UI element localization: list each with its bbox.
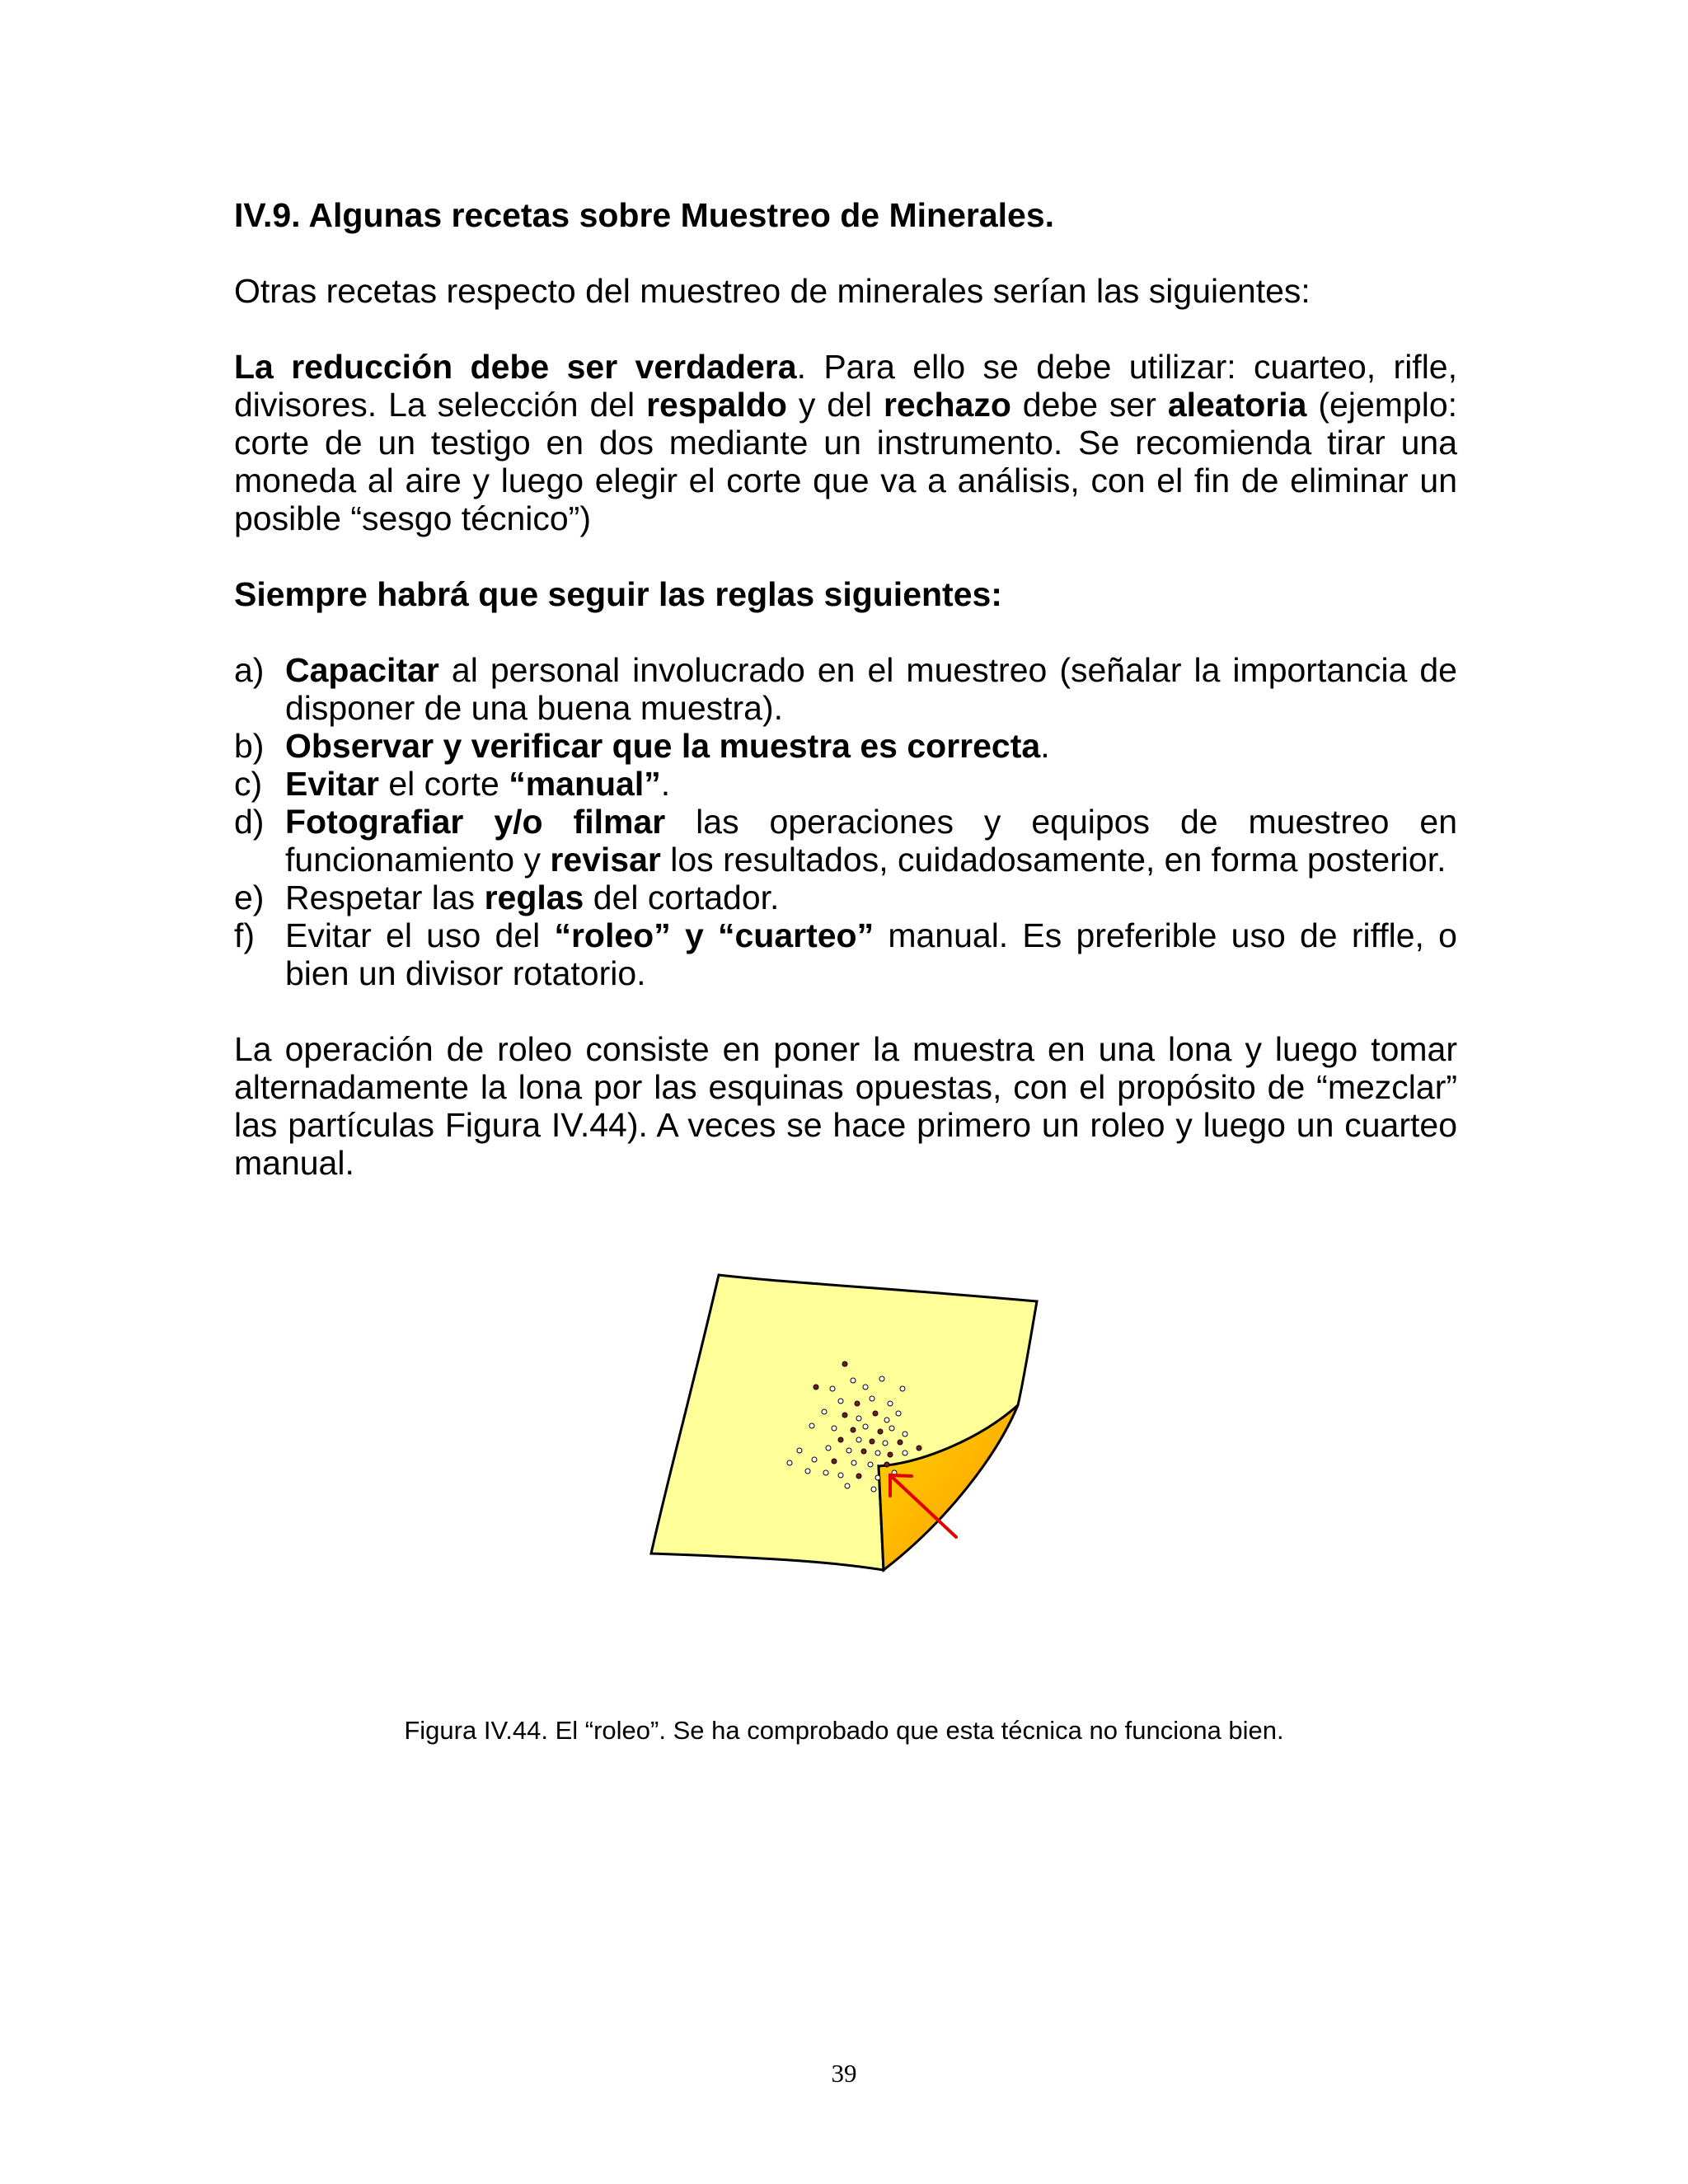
text: el corte xyxy=(378,765,509,803)
text: manual. Es preferible uso de riffle, o bien un divisor rotatorio. xyxy=(285,916,1457,992)
list-item xyxy=(234,765,1457,803)
list-marker: b) xyxy=(234,727,265,765)
list-marker: e) xyxy=(234,879,265,916)
list-item xyxy=(234,879,1457,916)
bold-text: rechazo xyxy=(883,386,1011,424)
figure-caption: Figura IV.44. El “roleo”. Se ha comprobado que esta técnica no funciona bien. xyxy=(404,1716,1284,1745)
list-item xyxy=(234,727,1457,765)
bold-text: reglas xyxy=(484,879,584,916)
text: y del xyxy=(786,386,884,424)
roleo-illustration xyxy=(643,1265,1055,1595)
intro-paragraph: Otras recetas respecto del muestreo de minerales serían las siguientes: xyxy=(234,272,1311,310)
bold-text: Fotografiar y/o filmar xyxy=(285,803,666,841)
bold-text: “manual” xyxy=(509,765,661,803)
tarp-sheet xyxy=(651,1275,1037,1570)
text: . xyxy=(660,765,671,803)
text: al personal involucrado en el muestreo (señalar la importancia de disponer de una buena muestra). xyxy=(285,651,1457,727)
list-item xyxy=(234,916,1457,992)
bold-text: revisar xyxy=(550,841,661,879)
roleo-paragraph: La operación de roleo consiste en poner la muestra en una lona y luego tomar alternadamente la lona por las esquinas opuestas, con el propósito de “mezclar” las partículas Figura IV.44). A veces se hace primero un roleo y luego un cuarteo manual. xyxy=(234,1030,1457,1182)
section-title: IV.9. Algunas recetas sobre Muestreo de Minerales. xyxy=(234,196,1055,234)
list-item xyxy=(234,803,1457,879)
text: debe ser xyxy=(1010,386,1168,424)
rules-list xyxy=(234,651,1457,992)
bold-text: respaldo xyxy=(646,386,787,424)
list-marker: d) xyxy=(234,803,265,841)
bold-text: La reducción debe ser verdadera xyxy=(234,348,797,386)
list-item xyxy=(234,651,1457,727)
page-number: 39 xyxy=(831,2059,857,2088)
bold-text: Observar y verificar que la muestra es correcta xyxy=(285,727,1041,765)
text: Evitar el uso del xyxy=(285,916,555,954)
reduction-paragraph xyxy=(234,348,1457,537)
bold-text: aleatoria xyxy=(1167,386,1307,424)
list-marker: f) xyxy=(234,916,256,954)
text: (ejemplo: corte de un testigo en dos mediante un instrumento. Se recomienda tirar una moneda al aire y luego elegir el corte que va a análisis, con el fin de eliminar un posible “sesgo técnico”) xyxy=(234,386,1458,537)
text: del cortador. xyxy=(584,879,780,916)
text: . Para ello se debe utilizar: cuarteo, rifle, divisores. La selección del xyxy=(234,348,1457,424)
list-marker: c) xyxy=(234,765,263,803)
rules-heading: Siempre habrá que seguir las reglas siguientes: xyxy=(234,575,1002,613)
text: los resultados, cuidadosamente, en forma posterior. xyxy=(660,841,1447,879)
text: . xyxy=(1040,727,1050,765)
text: Respetar las xyxy=(285,879,485,916)
bold-text: Evitar xyxy=(285,765,379,803)
bold-text: “roleo” y “cuarteo” xyxy=(554,916,874,954)
list-marker: a) xyxy=(234,651,265,689)
bold-text: Capacitar xyxy=(285,651,439,689)
text: las operaciones y equipos de muestreo en funcionamiento y xyxy=(285,803,1458,879)
